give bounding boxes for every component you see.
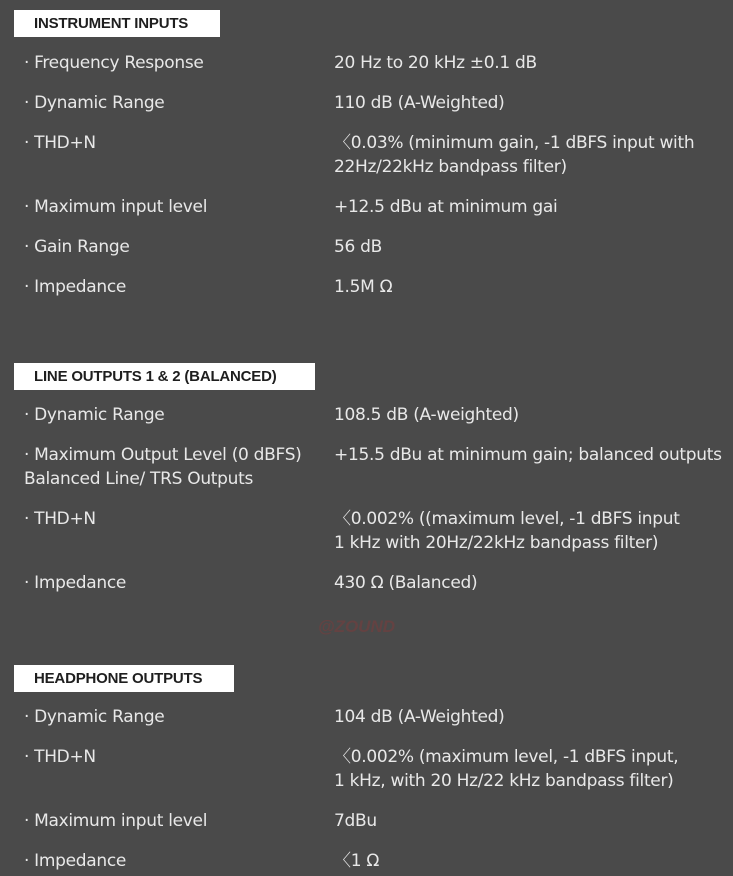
bullet: · [24,445,30,465]
bullet: · [24,197,30,217]
spec-value: 108.5 dB (A-weighted) [334,405,519,425]
bullet: · [24,573,30,593]
spec-value: 56 dB [334,237,382,257]
spec-label: · THD+N [24,747,96,767]
bullet: · [24,405,30,425]
bullet: · [24,747,30,767]
bullet: · [24,133,30,153]
spec-label: · Impedance [24,851,127,871]
bullet: · [24,811,30,831]
spec-label: · Maximum input level [24,197,208,217]
bullet: · [24,237,30,257]
spec-value: 〈0.002% (maximum level, -1 dBFS input, 1 kHz, with 20 Hz/22 kHz bandpass filter) [334,747,679,791]
spec-value: +15.5 dBu at minimum gain; balanced outputs [334,445,722,465]
spec-label: · Maximum Output Level (0 dBFS) Balanced Line/ TRS Outputs [24,445,302,489]
bullet: · [24,851,30,871]
spec-label: · THD+N [24,133,96,153]
watermark-logo: @ZOUND [318,617,396,636]
spec-label: · Dynamic Range [24,405,165,425]
spec-value: 〈1 Ω [334,851,380,871]
spec-value: 1.5M Ω [334,277,393,297]
spec-value: 7dBu [334,811,377,831]
spec-value: 430 Ω (Balanced) [334,573,478,593]
spec-label: · Impedance [24,277,127,297]
spec-value: +12.5 dBu at minimum gai [334,197,558,217]
spec-value: 〈0.03% (minimum gain, -1 dBFS input with 22Hz/22kHz bandpass filter) [334,133,695,177]
bullet: · [24,53,30,73]
spec-label: · Impedance [24,573,127,593]
spec-label: · THD+N [24,509,96,529]
spec-label: · Dynamic Range [24,707,165,727]
spec-label: · Gain Range [24,237,130,257]
spec-value: 20 Hz to 20 kHz ±0.1 dB [334,53,537,73]
spec-value: 110 dB (A-Weighted) [334,93,505,113]
bullet: · [24,509,30,529]
spec-value: 〈0.002% ((maximum level, -1 dBFS input 1 kHz with 20Hz/22kHz bandpass filter) [334,509,680,553]
spec-label: · Dynamic Range [24,93,165,113]
section-title: LINE OUTPUTS 1 & 2 (BALANCED) [14,363,315,390]
spec-label: · Frequency Response [24,53,204,73]
spec-label: · Maximum input level [24,811,208,831]
bullet: · [24,707,30,727]
bullet: · [24,93,30,113]
section-title: INSTRUMENT INPUTS [14,10,220,37]
bullet: · [24,277,30,297]
section-title: HEADPHONE OUTPUTS [14,665,234,692]
spec-value: 104 dB (A-Weighted) [334,707,505,727]
